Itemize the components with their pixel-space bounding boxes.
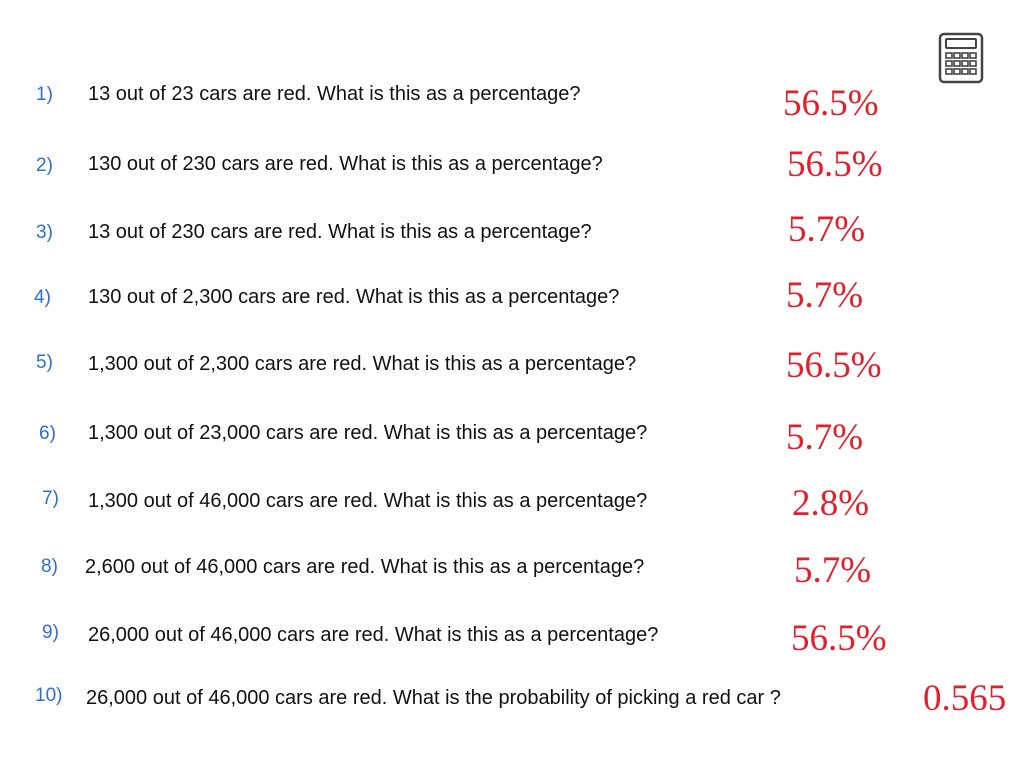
answer: 0.565 [923,678,1007,719]
answer: 56.5% [786,345,882,386]
question-number: 6) [39,423,56,444]
question-text: 2,600 out of 46,000 cars are red. What is this as a percentage? [85,556,645,578]
question-number: 8) [41,556,58,577]
answer: 5.7% [794,550,872,591]
answer: 5.7% [788,209,866,250]
question-number: 7) [42,488,59,509]
question-number: 1) [36,84,53,105]
question-text: 1,300 out of 2,300 cars are red. What is this as a percentage? [88,353,637,375]
question-text: 13 out of 230 cars are red. What is this as a percentage? [88,221,592,243]
answer: 5.7% [786,275,864,316]
question-number: 4) [34,287,51,308]
question-text: 13 out of 23 cars are red. What is this as a percentage? [88,83,581,105]
question-text: 26,000 out of 46,000 cars are red. What is this as a percentage? [88,624,659,646]
answer: 5.7% [786,417,864,458]
question-text: 130 out of 230 cars are red. What is this as a percentage? [88,153,603,175]
question-number: 10) [35,685,63,706]
question-text: 130 out of 2,300 cars are red. What is this as a percentage? [88,286,620,308]
question-number: 2) [36,155,53,176]
question-number: 5) [36,352,53,373]
answer: 2.8% [792,483,870,524]
question-text: 26,000 out of 46,000 cars are red. What is the probability of picking a red car ? [86,687,781,709]
answer: 56.5% [783,83,879,124]
question-text: 1,300 out of 23,000 cars are red. What is this as a percentage? [88,422,648,444]
calculator-icon [938,32,984,84]
answer: 56.5% [787,144,883,185]
question-text: 1,300 out of 46,000 cars are red. What is this as a percentage? [88,490,648,512]
question-number: 9) [42,622,59,643]
answer: 56.5% [791,618,887,659]
question-number: 3) [36,222,53,243]
